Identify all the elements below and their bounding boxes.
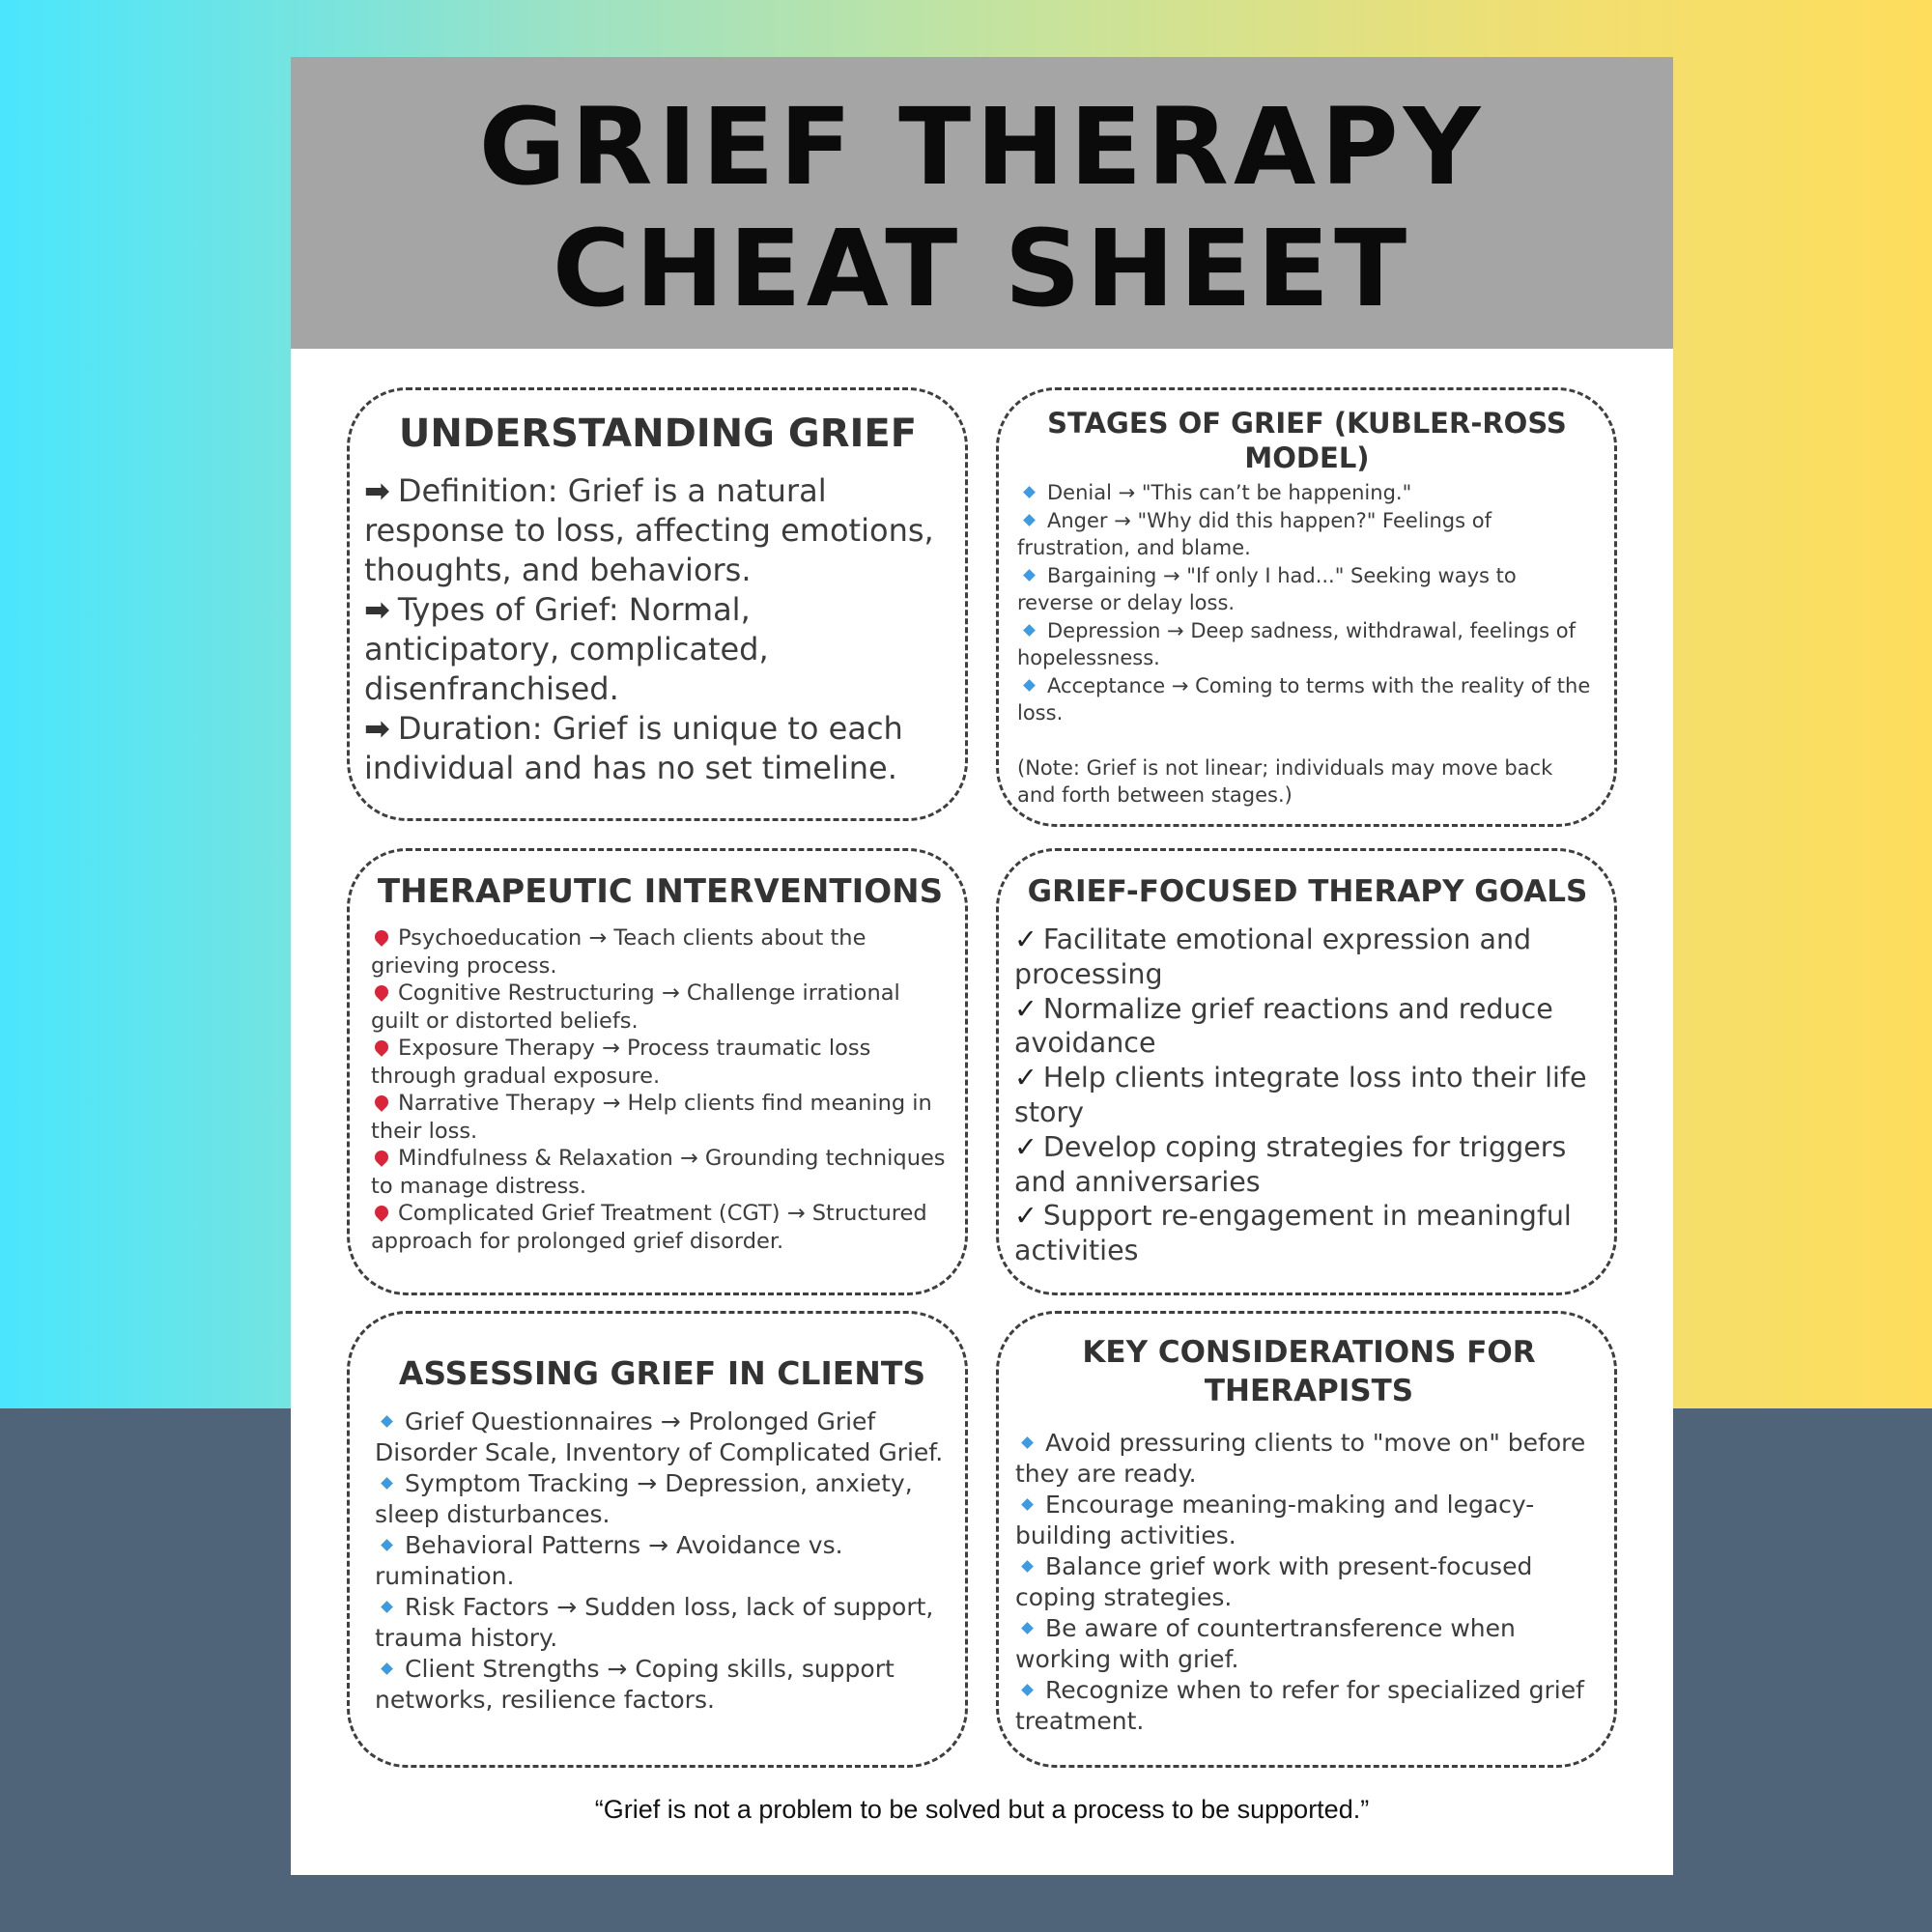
right-arrow-icon: ➡ bbox=[364, 710, 390, 747]
footer-quote: “Grief is not a problem to be solved but a process to be supported.” bbox=[594, 1795, 1370, 1824]
list-item: Encourage meaning-making and legacy-building activities. bbox=[1015, 1491, 1535, 1549]
card-therapeutic-interventions bbox=[347, 848, 968, 1295]
list-item: ➡ Definition: Grief is a natural response to loss, affecting emotions, thoughts, and behaviors. bbox=[364, 472, 934, 588]
blue-diamond-icon bbox=[1023, 679, 1036, 692]
blue-diamond-icon bbox=[381, 1662, 393, 1675]
blue-diamond-icon bbox=[381, 1539, 393, 1551]
pushpin-icon bbox=[372, 1148, 391, 1167]
card-body bbox=[1014, 923, 1601, 1268]
list-item: ✓ Normalize grief reactions and reduce avoidance bbox=[1014, 992, 1553, 1060]
card-assessing-grief bbox=[347, 1311, 968, 1768]
list-item: Denial → "This can’t be happening." bbox=[1017, 479, 1597, 507]
card-stages-of-grief bbox=[996, 387, 1617, 827]
card-body bbox=[1017, 479, 1597, 810]
list-item: Psychoeducation → Teach clients about the grieving process. bbox=[371, 925, 867, 979]
list-item: Avoid pressuring clients to "move on" before they are ready. bbox=[1015, 1429, 1586, 1488]
list-item: Exposure Therapy → Process traumatic loss through gradual exposure. bbox=[371, 1036, 871, 1089]
check-mark-icon: ✓ bbox=[1014, 1062, 1037, 1094]
blue-diamond-icon bbox=[381, 1477, 393, 1490]
blue-diamond-icon bbox=[1021, 1684, 1034, 1696]
title-line-2: CHEAT SHEET bbox=[552, 207, 1412, 330]
list-item: Symptom Tracking → Depression, anxiety, sleep disturbances. bbox=[375, 1469, 913, 1528]
title-line-1: GRIEF THERAPY bbox=[478, 85, 1486, 209]
list-item: ✓ Help clients integrate loss into their life story bbox=[1014, 1062, 1587, 1128]
list-item: Be aware of countertransference when working with grief. bbox=[1015, 1614, 1516, 1673]
blue-diamond-icon bbox=[1023, 486, 1036, 498]
list-item: Risk Factors → Sudden loss, lack of support, trauma history. bbox=[375, 1593, 934, 1652]
list-item: ✓ Support re-engagement in meaningful activities bbox=[1014, 1200, 1572, 1267]
card-therapy-goals bbox=[996, 848, 1617, 1295]
stages-note: (Note: Grief is not linear; individuals may move back and forth between stages.) bbox=[1017, 755, 1553, 807]
card-title: GRIEF-FOCUSED THERAPY GOALS bbox=[1027, 874, 1588, 909]
list-item: Client Strengths → Coping skills, support networks, resilience factors. bbox=[375, 1655, 895, 1714]
check-mark-icon: ✓ bbox=[1014, 923, 1037, 955]
card-title: UNDERSTANDING GRIEF bbox=[398, 412, 918, 456]
card-body bbox=[1015, 1428, 1603, 1737]
list-item: ✓ Develop coping strategies for triggers and anniversaries bbox=[1014, 1130, 1567, 1198]
card-title: KEY CONSIDERATIONS FOR THERAPISTS bbox=[1082, 1335, 1536, 1408]
right-arrow-icon: ➡ bbox=[364, 472, 390, 509]
list-item: Narrative Therapy → Help clients find meaning in their loss. bbox=[371, 1091, 932, 1144]
list-item: Balance grief work with present-focused coping strategies. bbox=[1015, 1552, 1533, 1611]
list-item: Acceptance → Coming to terms with the reality of the loss. bbox=[1017, 673, 1591, 724]
blue-diamond-icon bbox=[1021, 1498, 1034, 1511]
blue-diamond-icon bbox=[1021, 1436, 1034, 1449]
list-item: ➡ Duration: Grief is unique to each individual and has no set timeline. bbox=[364, 710, 903, 786]
blue-diamond-icon bbox=[381, 1415, 393, 1428]
card-understanding-grief bbox=[347, 387, 968, 821]
list-item: Recognize when to refer for specialized grief treatment. bbox=[1015, 1676, 1584, 1735]
card-body bbox=[371, 924, 950, 1255]
pushpin-icon bbox=[372, 1093, 391, 1112]
list-item: Anger → "Why did this happen?" Feelings of frustration, and blame. bbox=[1017, 508, 1492, 559]
card-title: THERAPEUTIC INTERVENTIONS bbox=[377, 872, 944, 911]
blue-diamond-icon bbox=[1021, 1622, 1034, 1634]
list-item: Mindfulness & Relaxation → Grounding techniques to manage distress. bbox=[371, 1146, 946, 1199]
check-mark-icon: ✓ bbox=[1014, 992, 1037, 1025]
list-item: ➡ Types of Grief: Normal, anticipatory, complicated, disenfranchised. bbox=[364, 591, 769, 707]
card-body bbox=[375, 1406, 950, 1716]
list-item: Grief Questionnaires → Prolonged Grief Disorder Scale, Inventory of Complicated Grief. bbox=[375, 1407, 944, 1466]
check-mark-icon: ✓ bbox=[1014, 1200, 1037, 1233]
card-key-considerations bbox=[996, 1311, 1617, 1768]
pushpin-icon bbox=[372, 1037, 391, 1057]
sheet-header bbox=[291, 57, 1673, 349]
list-item: Complicated Grief Treatment (CGT) → Structured approach for prolonged grief disorder. bbox=[371, 1201, 927, 1254]
list-item: Bargaining → "If only I had..." Seeking ways to reverse or delay loss. bbox=[1017, 563, 1517, 614]
pushpin-icon bbox=[372, 1203, 391, 1222]
list-item: Behavioral Patterns → Avoidance vs. rumination. bbox=[375, 1531, 843, 1590]
right-arrow-icon: ➡ bbox=[364, 591, 390, 628]
page-title bbox=[291, 86, 1673, 329]
check-mark-icon: ✓ bbox=[1014, 1130, 1037, 1163]
list-item: Depression → Deep sadness, withdrawal, feelings of hopelessness. bbox=[1017, 618, 1576, 669]
pushpin-icon bbox=[372, 927, 391, 947]
list-item: Cognitive Restructuring → Challenge irrational guilt or distorted beliefs. bbox=[371, 980, 900, 1034]
list-item: ✓ Facilitate emotional expression and processing bbox=[1014, 923, 1532, 990]
blue-diamond-icon bbox=[1023, 624, 1036, 637]
blue-diamond-icon bbox=[1023, 514, 1036, 526]
card-body bbox=[364, 471, 952, 788]
card-title: STAGES OF GRIEF (KUBLER-ROSS MODEL) bbox=[1047, 407, 1567, 474]
blue-diamond-icon bbox=[1021, 1560, 1034, 1573]
blue-diamond-icon bbox=[1023, 569, 1036, 582]
card-title: ASSESSING GRIEF IN CLIENTS bbox=[398, 1354, 926, 1392]
blue-diamond-icon bbox=[381, 1601, 393, 1613]
pushpin-icon bbox=[372, 982, 391, 1002]
